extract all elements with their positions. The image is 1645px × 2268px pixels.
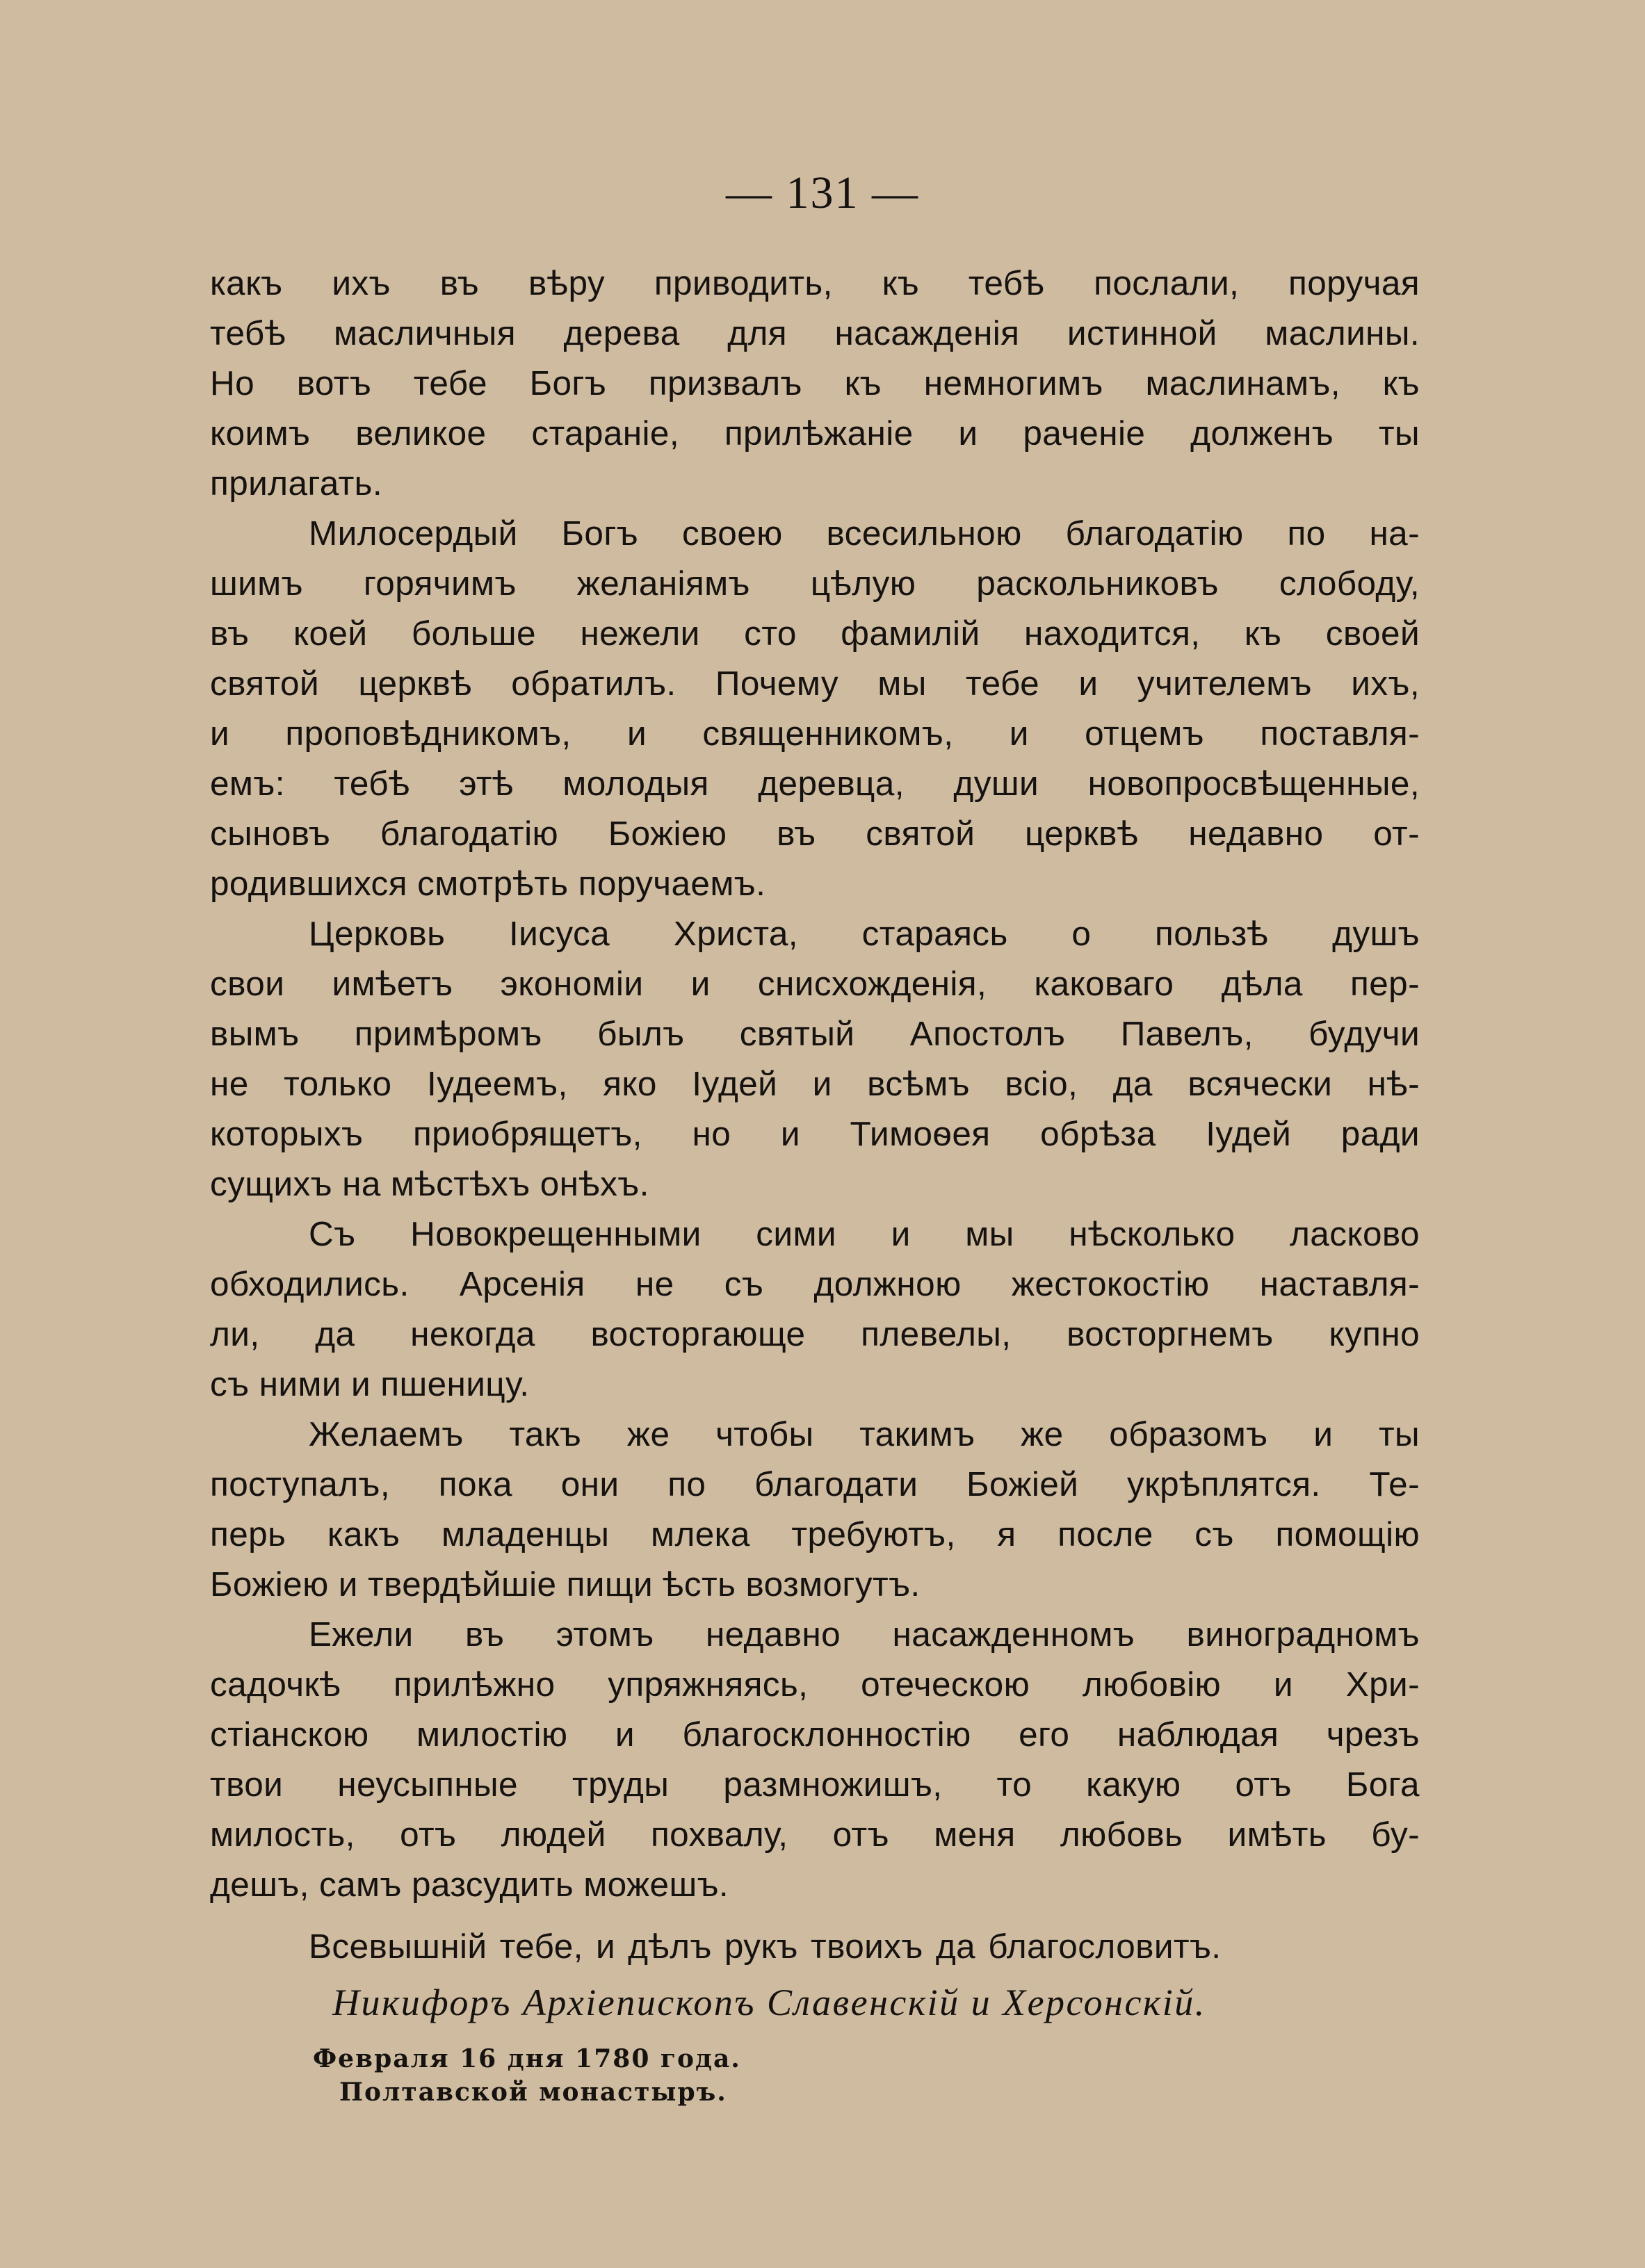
text-line: Желаемъ такъ же чтобы такимъ же образомъ и ты — [309, 1415, 1420, 1453]
text-line: сыновъ благодатію Божіею въ святой церквѣ недавно от- — [210, 815, 1420, 853]
text-line: поступалъ, пока они по благодати Божіей укрѣплятся. Те- — [210, 1465, 1420, 1503]
text-line: свои имѣетъ экономіи и снисхожденія, каковаго дѣла пер- — [210, 965, 1420, 1003]
text-line: дешъ, самъ разсудить можешъ. — [210, 1866, 729, 1904]
page-number: — 131 — — [726, 168, 919, 218]
text-line: ли, да некогда восторгающе плевелы, восторгнемъ купно — [210, 1315, 1420, 1353]
text-line: Божіею и твердѣйшіе пищи ѣсть возмогутъ. — [210, 1565, 921, 1604]
text-line: Но вотъ тебе Богъ призвалъ къ немногимъ маслинамъ, къ — [210, 364, 1420, 402]
paragraph-3 — [210, 909, 1420, 1209]
paragraph-4 — [210, 1209, 1420, 1410]
letter-body — [210, 259, 1420, 1910]
text-line: обходились. Арсенія не съ должною жестокостію наставля- — [210, 1265, 1420, 1303]
text-line: вымъ примѣромъ былъ святый Апостолъ Павелъ, будучи — [210, 1015, 1420, 1053]
text-line: сущихъ на мѣстѣхъ онѣхъ. — [210, 1165, 649, 1203]
text-line: какъ ихъ въ вѣру приводить, къ тебѣ послали, поручая — [210, 264, 1420, 302]
paragraph-1 — [210, 259, 1420, 509]
text-line: Церковь Іисуса Христа, стараясь о пользѣ душъ — [309, 915, 1420, 953]
closing-blessing: Всевышній тебе, и дѣлъ рукъ твоихъ да благословитъ. — [309, 1927, 1222, 1966]
text-line: милость, отъ людей похвалу, отъ меня любовь имѣть бу- — [210, 1816, 1420, 1854]
text-line: шимъ горячимъ желаніямъ цѣлую раскольниковъ слободу, — [210, 564, 1420, 603]
text-line: святой церквѣ обратилъ. Почему мы тебе и учителемъ ихъ, — [210, 664, 1420, 703]
text-line: съ ними и пшеницу. — [210, 1365, 530, 1403]
text-line: Милосердый Богъ своею всесильною благодатію по на- — [309, 514, 1420, 553]
paragraph-6 — [210, 1610, 1420, 1910]
date-place — [313, 2042, 741, 2109]
text-line: родившихся смотрѣть поручаемъ. — [210, 865, 766, 903]
text-line: садочкѣ прилѣжно упряжняясь, отеческою любовію и Хри- — [210, 1665, 1420, 1704]
date-line: Февраля 16 дня 1780 года. — [313, 2044, 741, 2073]
text-line: емъ: тебѣ этѣ молодыя деревца, души новопросвѣщенные, — [210, 765, 1420, 803]
paragraph-2 — [210, 509, 1420, 909]
place-line: Полтавской монастыръ. — [339, 2078, 727, 2107]
text-line: Ежели въ этомъ недавно насажденномъ виноградномъ — [309, 1615, 1420, 1654]
text-line: которыхъ приобрящетъ, но и Тимоѳея обрѣза Іудей ради — [210, 1115, 1420, 1153]
text-line: стіанскою милостію и благосклонностію его наблюдая чрезъ — [210, 1715, 1420, 1754]
text-line: перь какъ младенцы млека требуютъ, я после съ помощію — [210, 1515, 1420, 1553]
text-line: твои неусыпные труды размножишъ, то какую отъ Бога — [210, 1765, 1420, 1804]
paragraph-5 — [210, 1410, 1420, 1610]
text-line: въ коей больше нежели сто фамилій находится, къ своей — [210, 614, 1420, 653]
text-line: коимъ великое стараніе, прилѣжаніе и раченіе долженъ ты — [210, 414, 1420, 452]
text-line: прилагать. — [210, 464, 383, 503]
text-line: не только Іудеемъ, яко Іудей и всѣмъ всіо, да всячески нѣ- — [210, 1065, 1420, 1103]
text-line: и проповѣдникомъ, и священникомъ, и отцемъ поставля- — [210, 715, 1420, 753]
text-line: Съ Новокрещенными сими и мы нѣсколько ласково — [309, 1215, 1420, 1253]
text-line: тебѣ масличныя дерева для насажденія истинной маслины. — [210, 314, 1420, 352]
signature: Никифоръ Архіепископъ Славенскій и Херсонскій. — [332, 1982, 1206, 2023]
